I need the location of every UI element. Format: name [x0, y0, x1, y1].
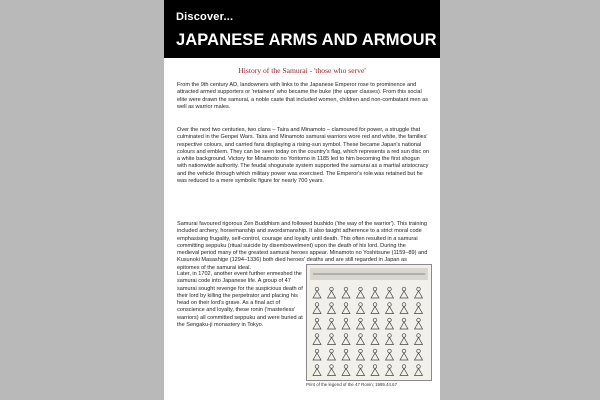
- header-banner: [164, 0, 440, 58]
- paragraph-clans: Over the next two centuries, two clans – Taira and Minamoto – clamoured for power, a struggle that culminated in the Genpei Wars. Taira and Minamoto samurai warriors wore red and white, the families' respective colours, and carried fans displaying a rising-sun symbol. These became Japan's national colours and emblem. They can be seen today on the country's flag, which represents a red sun disc on a white background. Victory for Minamoto no Yoritomo in 1185 led to him becoming the first shogun with nationwide authority. The feudal shogunate system supported the samurai as a martial aristocracy and the vehicle through which military power was exercised. The Emperor's role was retained but he was reduced to a mere symbolic figure for nearly 700 years.: [177, 127, 429, 185]
- page-title: JAPANESE ARMS AND ARMOUR: [176, 31, 437, 49]
- paragraph-ronin: Later, in 1702, another event further enmeshed the samurai code into Japanese life. A group of 47 samurai sought revenge for the suspicious death of their lord by killing the perpetrator and placing his head on their lord's grave. As a final act of conscience and loyalty, these ronin ('masterless' warriors) all committed seppuku and were buried at the Sengaku-ji monastery in Tokyo.: [177, 271, 303, 329]
- paragraph-bushido: Samurai favoured rigorous Zen Buddhism and followed bushido ('the way of the warrior'). This training included archery, horsemanship and swordsmanship. It also taught adherence to a strict moral code emphasising frugality, self-control, courage and loyalty until death. This often resulted in a samurai committing seppuku (ritual suicide by disembowelment) upon the death of his lord. During the medieval period many of the greatest samurai heroes appear. Minamoto no Yoshitsune (1159–89) and Kusunoki Masashige (1294–1336) both died heroes' deaths and are still regarded in Japan as epitomes of the samurai ideal.: [177, 221, 428, 271]
- section-title: History of the Samurai - 'those who serve': [238, 66, 366, 75]
- paragraph-intro: From the 9th century AD, landowners with links to the Japanese Emperor rose to prominence and attracted armed supporters or 'retainers' who became the buke (the upper classes). From this social elite were drawn the samurai, a noble caste that included women, children and non-combatant men as well as warrior males.: [177, 82, 428, 110]
- document-page: [164, 0, 440, 400]
- image-caption: Print of the legend of the 47 Ronin; 1989.44.67: [306, 382, 398, 387]
- header-kicker: Discover...: [176, 11, 234, 23]
- ronin-print-image: [306, 264, 432, 381]
- woodblock-print-illustration: [307, 265, 431, 380]
